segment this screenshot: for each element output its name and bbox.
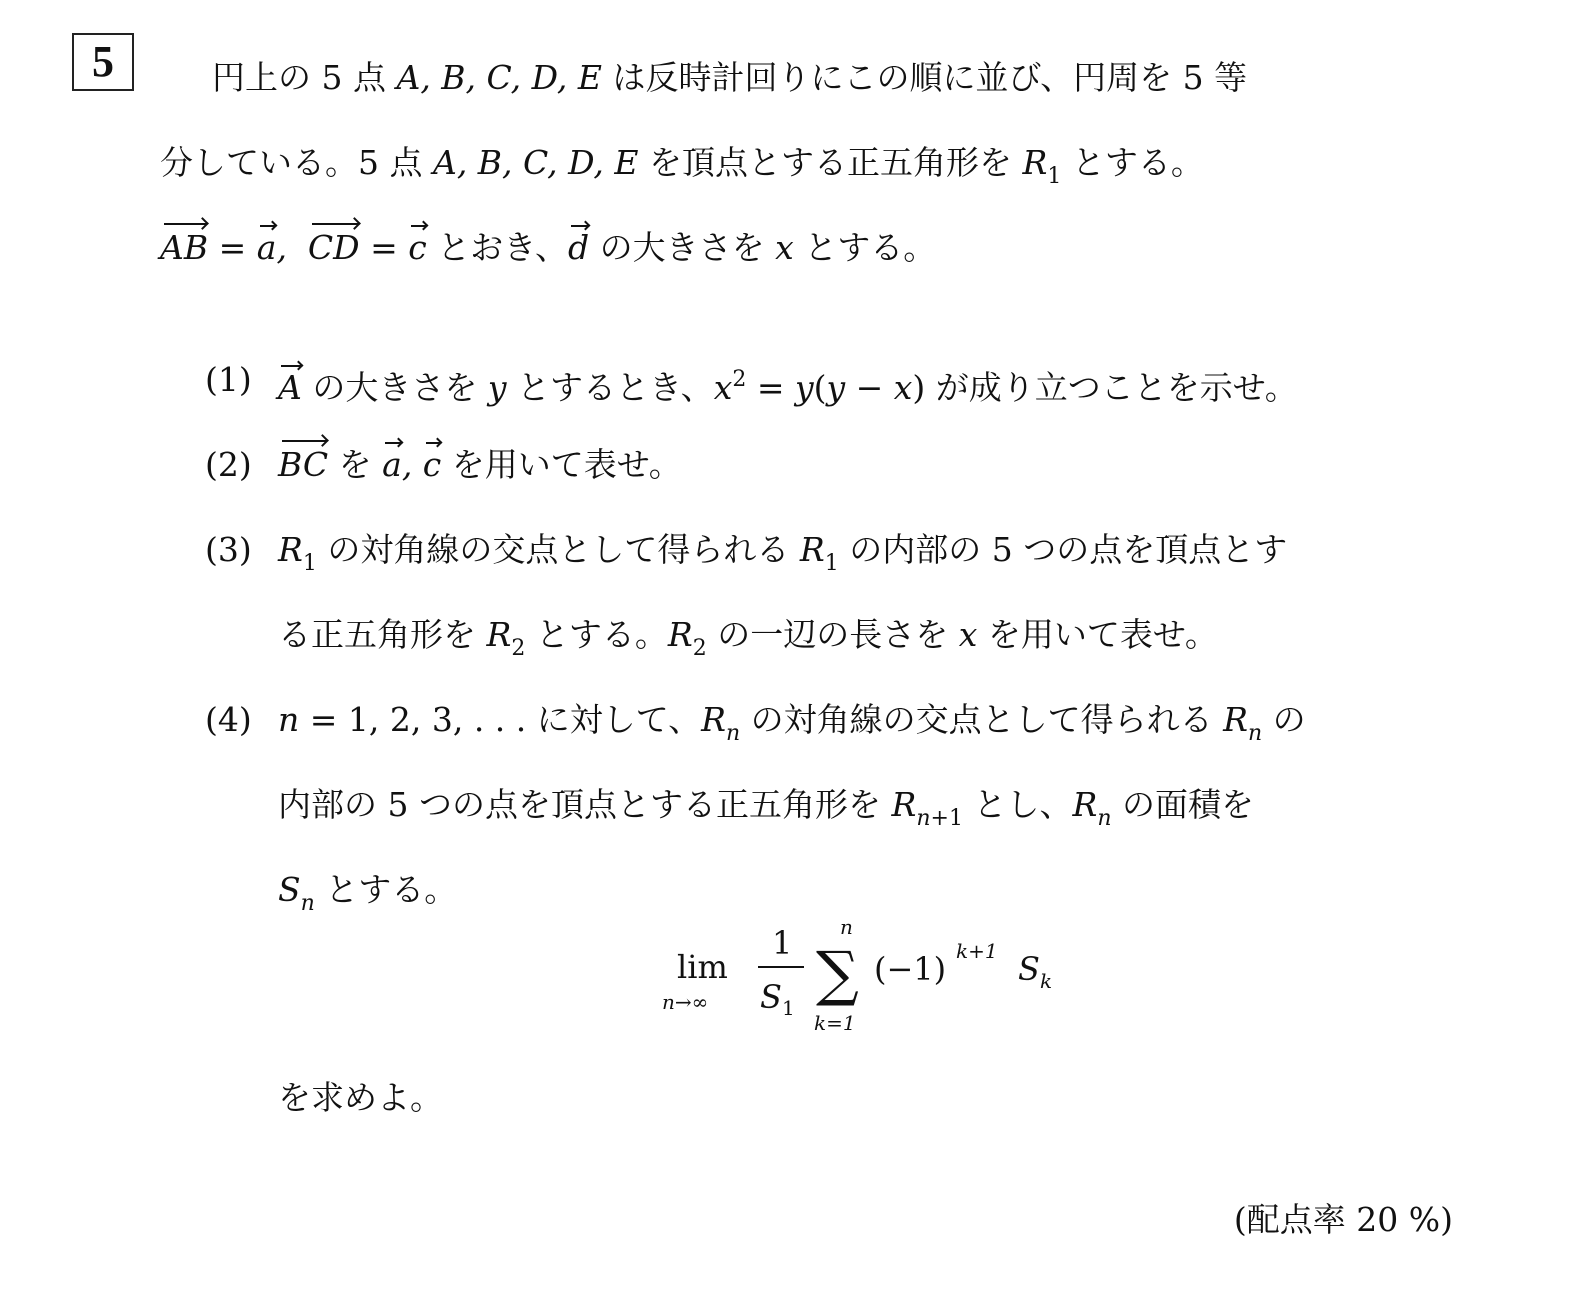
limit-formula [660,912,1080,1042]
svg-text:lim: lim [677,948,728,986]
svg-text:k=1: k=1 [814,1011,856,1035]
svg-text:n: n [840,915,853,939]
points-list: A, B, C, D, E [396,58,602,97]
q2-text: BC を a, c を用いて表せ。 [278,445,682,484]
math-vec-d: d [567,228,590,267]
svg-text:1: 1 [772,924,793,962]
q4-label: (4) [205,700,252,739]
svg-text:S: S [760,978,782,1016]
q1-label: (1) [205,360,252,399]
svg-text:k+1: k+1 [956,939,998,963]
svg-text:S: S [1018,950,1040,988]
problem-number: 5 [72,33,134,91]
intro-line-2: 分している。5 点 A, B, C, D, E を頂点とする正五角形を $R_1$ とする。 [160,143,1204,189]
svg-text:(−1): (−1) [874,950,947,988]
q3-label: (3) [205,530,252,569]
svg-text:1: 1 [782,996,795,1020]
q1-text: A の大きさを y とするとき、$x^2 = y(y - x)$ が成り立つことを示せ。 [278,367,1298,407]
q4-line-3: $S_n$ とする。 [278,870,458,916]
q3-line-2: る正五角形を $R_2$ とする。$R_2$ の一辺の長さを x を用いて表せ。 [278,615,1218,661]
svg-text:n→∞: n→∞ [662,990,709,1014]
math-equation-1: $x^2 = y(y - x)$ [713,367,926,407]
q3-line-1: $R_1$ の対角線の交点として得られる $R_1$ の内部の 5 つの点を頂点とす [278,530,1288,576]
intro-line-3: AB = a, CD = c とおき、d の大きさを x とする。 [160,228,937,267]
points-ratio: (配点率 20 %) [1233,1200,1453,1239]
intro-line-1: 円上の 5 点 A, B, C, D, E は反時計回りにこの順に並び、円周を 5 等 [212,58,1248,97]
q2-label: (2) [205,445,252,484]
svg-text:k: k [1040,969,1053,993]
math-R1: $R_1$ [1022,143,1062,189]
q4-line-1: n = 1, 2, 3, . . . に対して、$R_n$ の対角線の交点として得られる $R_n$ の [278,700,1306,746]
q4-line-2: 内部の 5 つの点を頂点とする正五角形を $R_{n+1}$ とし、$R_n$ の面積を [278,785,1254,831]
math-vec-AB: AB = a, CD = c [160,228,427,267]
q4-end: を求めよ。 [278,1078,443,1117]
svg-text:∑: ∑ [816,939,859,1009]
